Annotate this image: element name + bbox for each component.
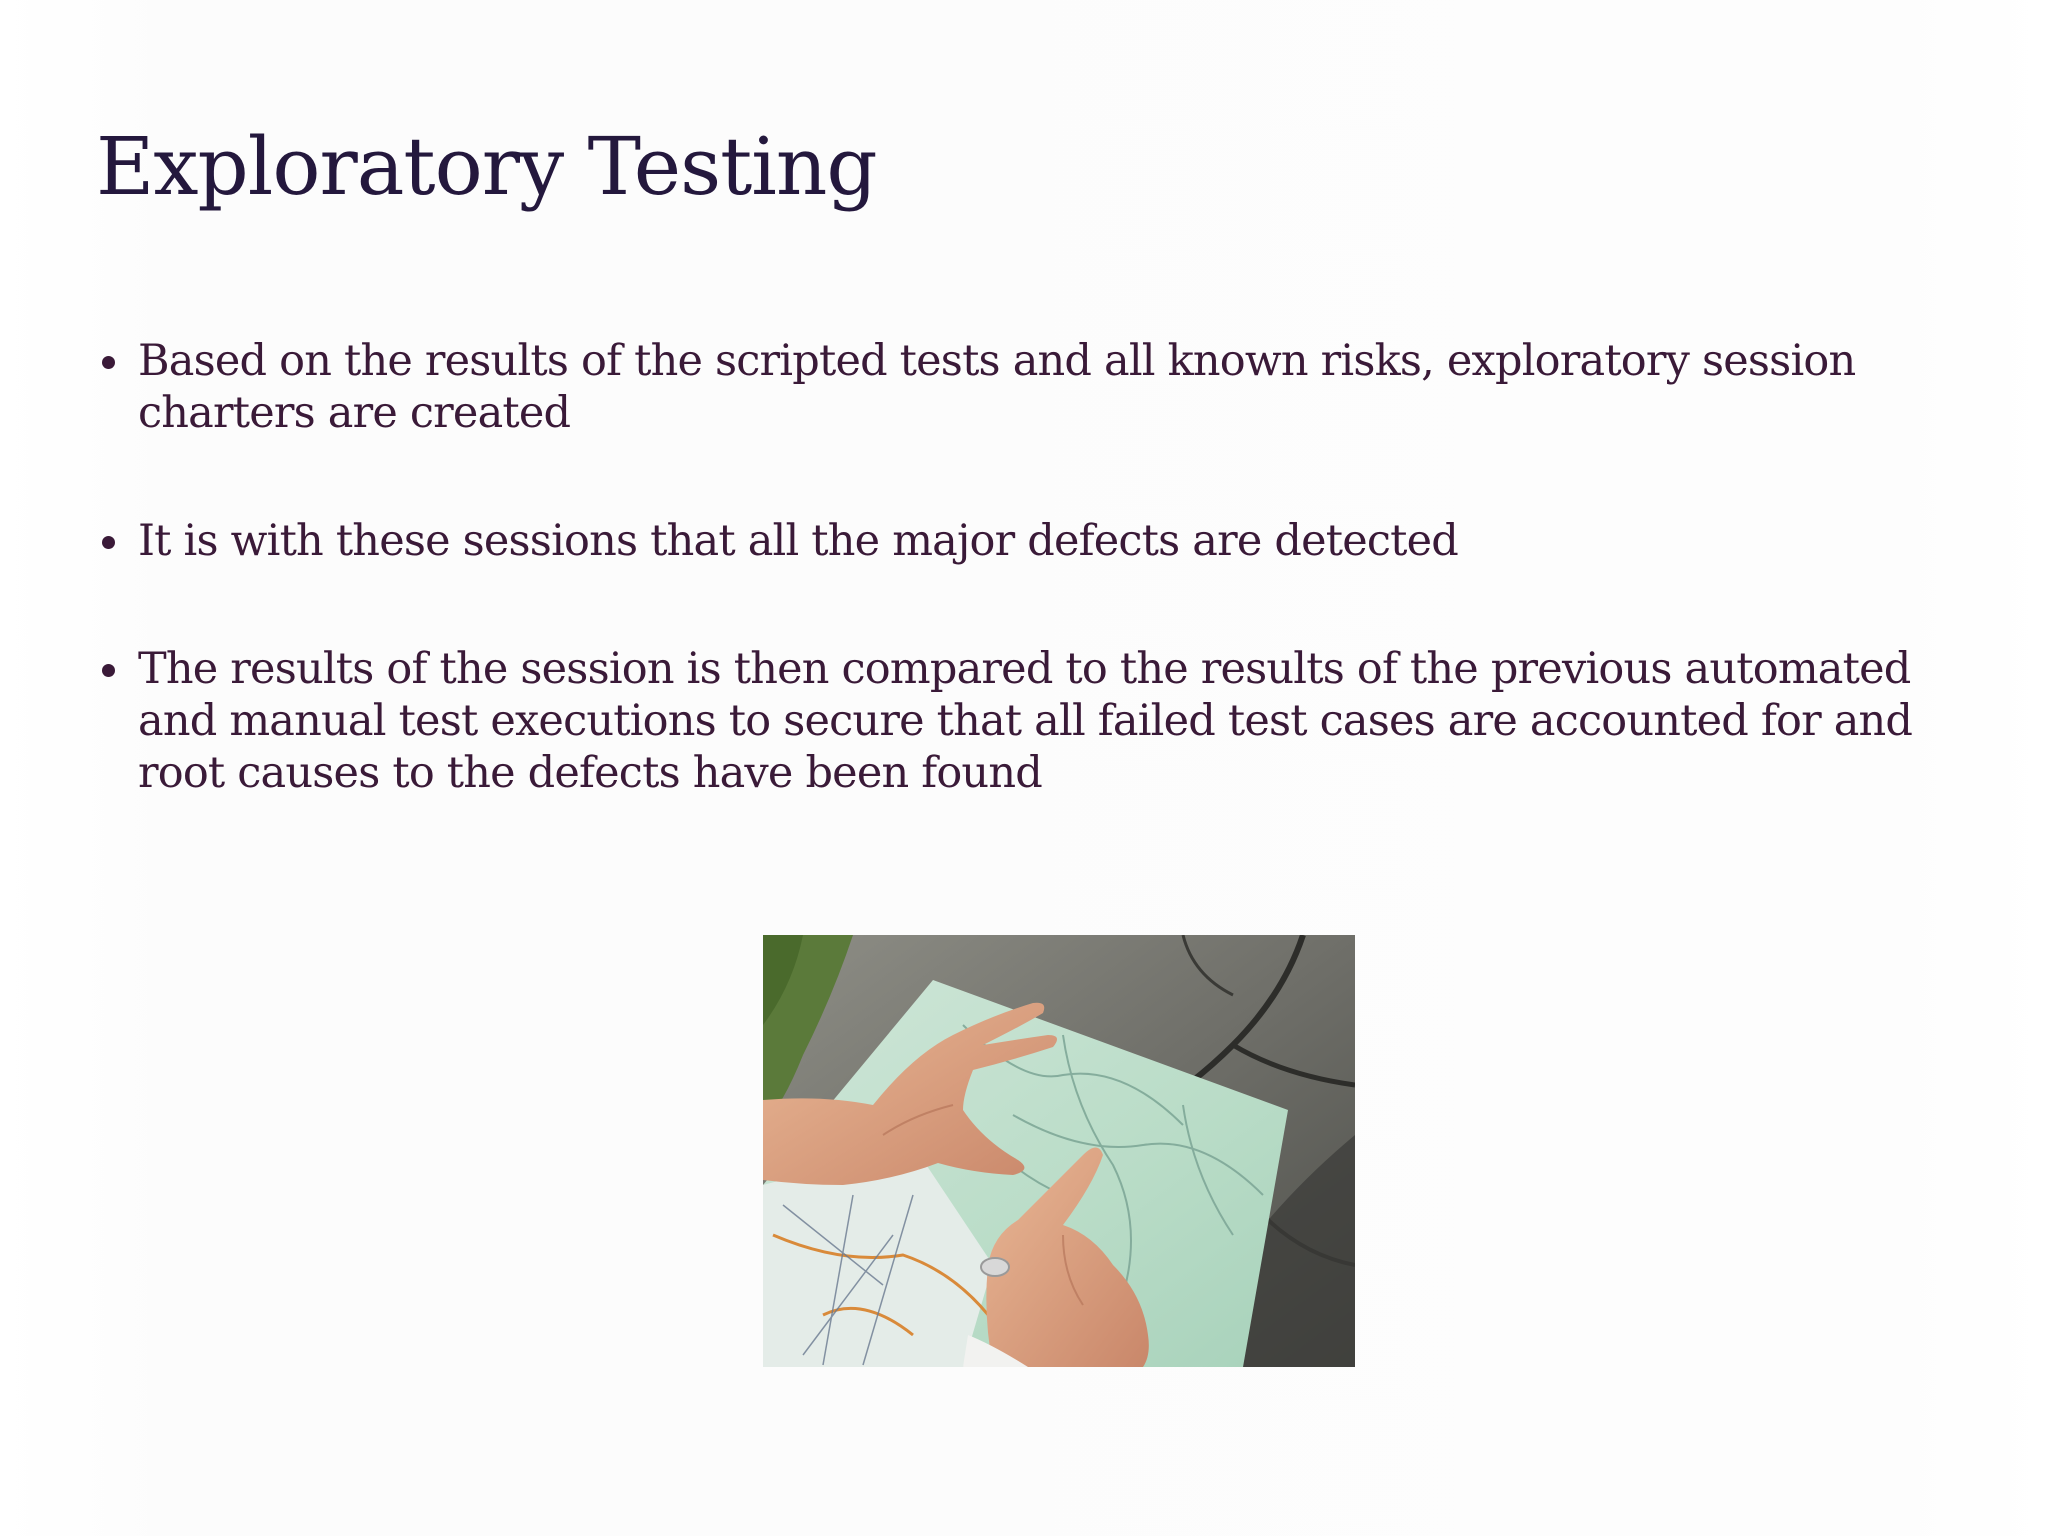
bullet-item — [96, 335, 1996, 439]
bullet-text: The results of the session is then compared to the results of the previous automated and manual test executions to secure that all failed test cases are accounted for and root causes to the defects have been found — [138, 644, 1913, 798]
bullet-list — [96, 335, 1996, 799]
map-photo-illustration — [763, 935, 1355, 1367]
map-hands-photo — [763, 935, 1355, 1367]
bullet-text: It is with these sessions that all the major defects are detected — [138, 516, 1459, 566]
bullet-dot-icon — [102, 536, 115, 549]
bullet-dot-icon — [102, 356, 115, 369]
slide-title: Exploratory Testing — [96, 120, 877, 213]
bullet-item — [96, 643, 1996, 799]
bullet-item — [96, 515, 1996, 567]
bullet-text: Based on the results of the scripted tests and all known risks, exploratory session charters are created — [138, 336, 1856, 438]
bullet-dot-icon — [102, 664, 115, 677]
